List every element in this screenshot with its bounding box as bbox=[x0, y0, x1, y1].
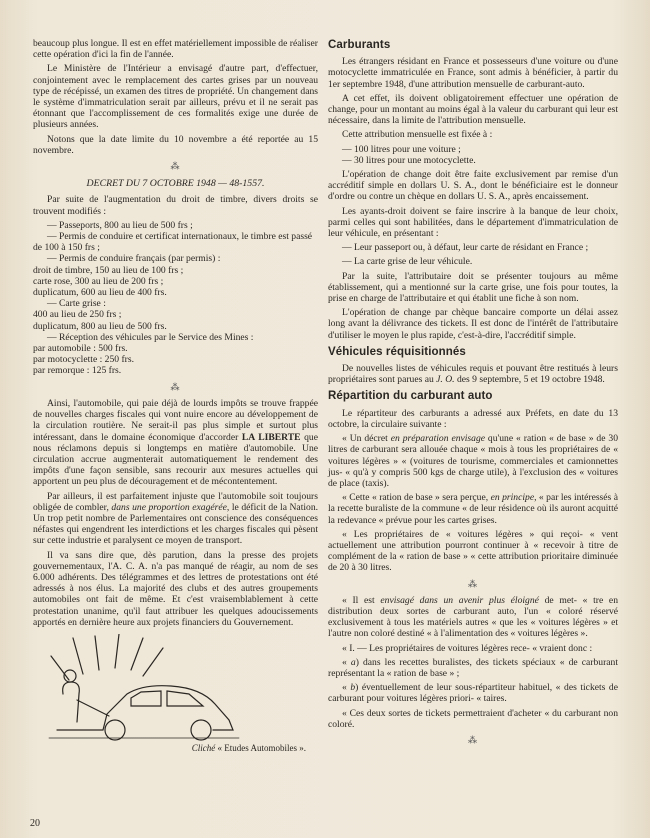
decree-item: — Réception des véhicules par le Service des Mines : bbox=[47, 331, 254, 343]
page-number: 20 bbox=[30, 818, 40, 829]
circular-quote: « a) dans les recettes buralistes, des tickets spéciaux « de carburant représentant la « ration de base » ; bbox=[328, 656, 618, 679]
body-paragraph-protest: Il va sans dire que, dès parution, dans la presse des projets gouvernementaux, l'A. C. A. n'a pas manqué de réagir, au nom de ses 6.000 adhérents. Des télégrammes et des lettres de protestations ont été adressés à nos élus. La majorité des clubs et des autres groupements automobiles ont fait de même. Et c'est vraisemblablement à cette protestation unanime, qu'il faut attribuer les quelques adoucissements apportés en dernière heure aux projets financiers du Gouvernement. bbox=[33, 549, 318, 628]
decree-item: 400 au lieu de 250 frs ; bbox=[33, 309, 122, 321]
circular-quote: « Ces deux sortes de tickets permettraient d'acheter « du carburant non coloré. bbox=[328, 707, 618, 730]
circular-quote: « Cette « ration de base » sera perçue, en principe, « par les intéressés à la recette buraliste de la commune « de leur résidence où ils auront acquitté la redevance « prévue pour les cartes grises. bbox=[328, 492, 618, 526]
decree-item: — Passeports, 800 au lieu de 500 frs ; bbox=[47, 219, 193, 231]
circular-quote: « b) éventuellement de leur sous-répartiteur habituel, « des tickets de carburant pour voitures légères priori- « taires. bbox=[328, 682, 618, 705]
carburants-paragraph: L'opération de change doit être faite exclusivement par remise d'un accréditif simple en dollars U. S. A., dont le bénéficiaire est le donneur d'ordre ou contre un chèque en dollars U. S. A., après encaissement. bbox=[328, 169, 618, 203]
carburants-paragraph: Les étrangers résidant en France et possesseurs d'une voiture ou d'une motocyclette immatriculée en France, sont admis à bénéficier, à partir du 1er septembre 1948, d'une attribution mensuelle de carburant-auto. bbox=[328, 56, 618, 90]
circular-quote: « I. — Les propriétaires de voitures légères rece- « vraient donc : bbox=[342, 642, 593, 654]
left-column bbox=[33, 38, 318, 754]
car-cartoon-drawing bbox=[43, 634, 243, 742]
vehicules-paragraph: De nouvelles listes de véhicules requis et pouvant être restitués à leurs propriétaires sont parues au J. O. des 9 septembre, 5 et 19 octobre 1948. bbox=[328, 363, 618, 386]
section-ornament: ⁂ bbox=[468, 578, 478, 589]
decree-intro: Par suite de l'augmentation du droit de timbre, divers droits se trouvent modifiés : bbox=[33, 194, 318, 217]
heading-repartition-carburant: Répartition du carburant auto bbox=[328, 390, 493, 403]
carburants-paragraph: Par la suite, l'attributaire doit se présenter toujours au même établissement, qui a mentionné sur la carte grise, une fois pour toutes, la prise en charge de l'attributaire et qui établit une fiche à son nom. bbox=[328, 270, 618, 305]
body-paragraph-liberte: Ainsi, l'automobile, qui paie déjà de lourds impôts se trouve frappée de nouvelles charges fiscales qui vont nuire encore au développement de la circulation routière. Ne serait-il pas plus simple et surtout plus intéressant, dans le domaine économique d'accorder LA LIBERTE que nous réclamons depuis si longtemps en matière d'automobile. Une circulation accrue augmenterait automatiquement le rendement des impôts d'une façon sensible, sans recourir aux mesures actuelles qui apportent un peu plus de découragement et de mécontentement. bbox=[33, 397, 318, 488]
carburants-paragraph: Les ayants-droit doivent se faire inscrire à la banque de leur choix, parmi celles qui sont habilitées, dans le département d'immatriculation de leur véhicule, en présentant : bbox=[328, 205, 618, 240]
carburants-paragraph: Cette attribution mensuelle est fixée à : bbox=[342, 129, 493, 141]
intro-paragraph-2: Le Ministère de l'Intérieur a envisagé d'autre part, d'effectuer, conjointement avec le remplacement des cartes grises par un nouveau type de récépissé, un examen des titres de propriété. Un changement dans le système d'immatriculation serait par ailleurs, prévu et il ne serait pas étonnant que l'accomplissement de ces formalités exige une durée de plusieurs années. bbox=[33, 63, 318, 131]
decree-item: — Permis de conduire et certificat internationaux, le timbre est passé de 100 à 150 frs ; bbox=[33, 231, 313, 254]
carburants-paragraph: — La carte grise de leur véhicule. bbox=[342, 256, 473, 268]
carburants-list-item: — 30 litres pour une motocyclette. bbox=[342, 154, 476, 166]
decree-item: — Carte grise : bbox=[47, 298, 106, 310]
decree-item: — Permis de conduire français (par permis) : bbox=[47, 253, 221, 265]
circular-quote: « Un décret en préparation envisage qu'une « ration « de base » de 30 litres de carburant sera allouée chaque « mois à tous les propriétaires de « voitures légères » « (voitures de tourisme, commerciales et camionnettes jus- « qu'à y compris 500 kgs de charge utile), à l'exclusion des « voitures de place (taxis). bbox=[328, 433, 618, 489]
carburants-paragraph: L'opération de change par chèque bancaire comporte un délai assez long avant la délivrance des tickets. Il est donc de l'intérêt de l'attributaire d'utiliser le moyen le plus rapide, c'est-à-dire, l'accréditif simple. bbox=[328, 307, 618, 341]
decree-item: carte rose, 300 au lieu de 200 frs ; bbox=[33, 275, 164, 287]
body-paragraph-deficit: Par ailleurs, il est parfaitement injuste que l'automobile soit toujours obligée de combler, dans une proportion exagérée, le déficit de la Nation. Un trop petit nombre de Parlementaires ont conscience des conséquences néfastes qui engendrent les interdictions et les charges fiscales qui pèsent sur cette industrie et paralysent ce moyen de transport. bbox=[33, 490, 319, 547]
intro-paragraph-1: beaucoup plus longue. Il est en effet matériellement impossible de réaliser cette opération d'ici la fin de l'année. bbox=[33, 38, 318, 61]
decree-item: par remorque : 125 frs. bbox=[33, 365, 122, 377]
circular-quote: « Il est envisagé dans un avenir plus éloigné de met- « tre en distribution deux sortes de carburant auto, l'un « coloré réservé exclusivement à tous les matériels autres « que les « voitures légères » et l'autre non coloré destiné « à l'alimentation des « voitures légères ». bbox=[328, 594, 618, 640]
carburants-list-item: — 100 litres pour une voiture ; bbox=[342, 143, 461, 155]
decree-item: droit de timbre, 150 au lieu de 100 frs ; bbox=[33, 264, 184, 276]
carburants-paragraph: A cet effet, ils doivent obligatoirement effectuer une opération de change, pour un montant au moins égal à la valeur du carburant qui leur est nécessaire, dans la limite de l'attribution mensuelle. bbox=[328, 92, 618, 127]
intro-paragraph-3: Notons que la date limite du 10 novembre a été reportée au 15 novembre. bbox=[33, 133, 318, 156]
decree-item: duplicatum, 600 au lieu de 400 frs. bbox=[33, 287, 167, 299]
decree-item: par automobile : 500 frs. bbox=[33, 343, 128, 355]
decree-item: duplicatum, 800 au lieu de 500 frs. bbox=[33, 320, 167, 332]
heading-carburants: Carburants bbox=[328, 39, 391, 51]
section-ornament: ⁂ bbox=[468, 734, 478, 745]
section-ornament: ⁂ bbox=[170, 161, 181, 172]
carburants-paragraph: — Leur passeport ou, à défaut, leur carte de résidant en France ; bbox=[342, 242, 589, 254]
cartoon-illustration bbox=[33, 634, 318, 754]
section-ornament: ⁂ bbox=[170, 381, 181, 392]
decree-item: par motocyclette : 250 frs. bbox=[33, 354, 134, 366]
circular-quote: « Les propriétaires de « voitures légères » qui reçoi- « vent actuellement une attribution pourront continuer à « recevoir à titre de complément de la « ration de base » « cette attribution prioritaire diminuée de 20 à 30 litres. bbox=[328, 528, 618, 574]
cartoon-caption: Cliché « Etudes Automobiles ». bbox=[191, 742, 306, 753]
repartition-paragraph: Le répartiteur des carburants a adressé aux Préfets, en date du 13 octobre, la circulaire suivante : bbox=[328, 407, 618, 430]
right-column bbox=[328, 38, 618, 751]
decree-title: DECRET DU 7 OCTOBRE 1948 — 48-1557. bbox=[86, 178, 265, 190]
heading-vehicules-requisitionnes: Véhicules réquisitionnés bbox=[328, 345, 466, 358]
